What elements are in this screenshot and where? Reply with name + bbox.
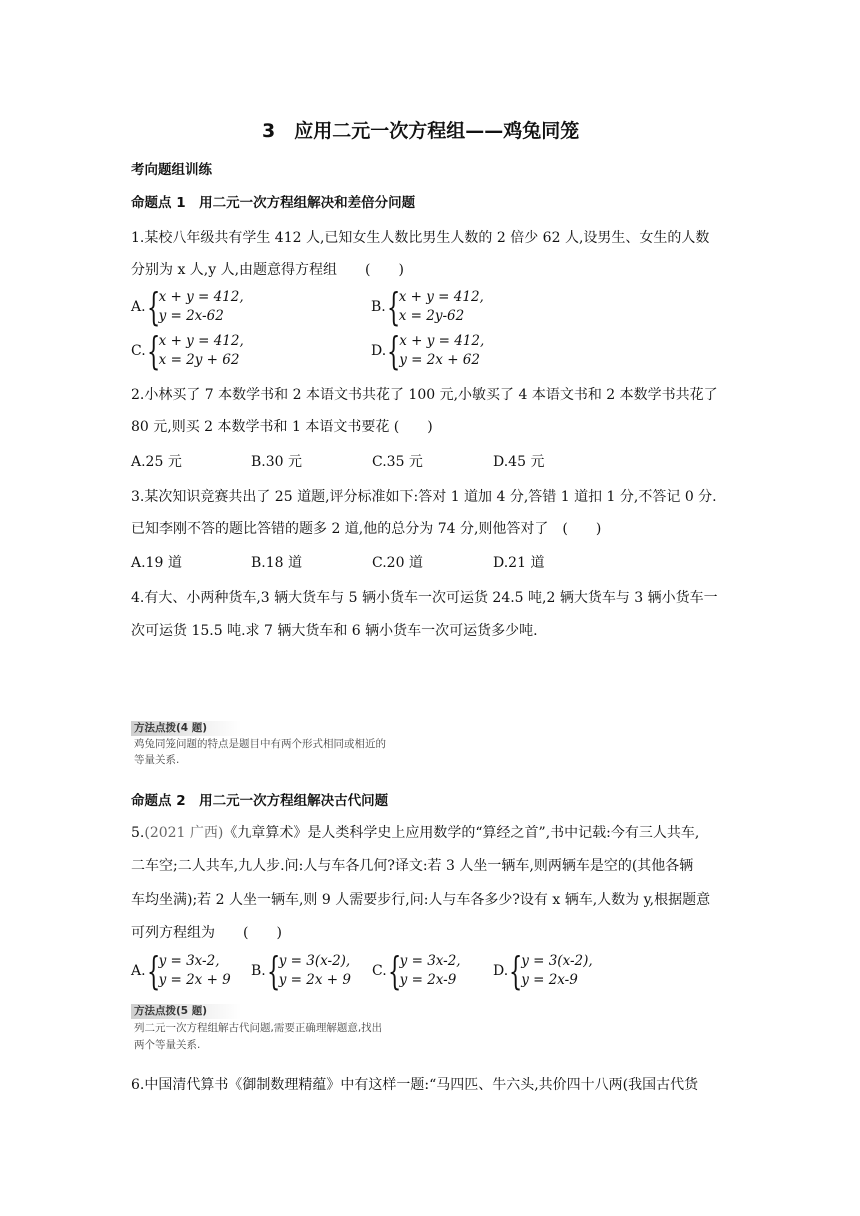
option-label: B. [251, 963, 266, 979]
q1-option-c [131, 329, 244, 373]
question-3-line-2: 已知李刚不答的题比答错的题多 2 道,他的总分为 74 分,则他答对了 ( ) [131, 521, 602, 537]
q2-option-d: D.45 元 [493, 454, 545, 470]
q3-option-c: C.20 道 [372, 555, 423, 571]
question-source: (2021 广西) [144, 825, 224, 841]
tip-text: 鸡兔同笼问题的特点是题目中有两个形式相同或相近的 [134, 738, 386, 750]
question-1-line-2: 分别为 x 人,y 人,由题意得方程组 ( ) [131, 262, 404, 278]
q1-option-b [371, 285, 484, 329]
brace-icon: { [146, 949, 160, 993]
tip-title: 方法点拨(4 题) [134, 722, 208, 734]
option-label: C. [131, 343, 146, 359]
equation: x + y = 412, [158, 289, 244, 305]
brace-icon: { [387, 329, 401, 373]
page-title: 3 应用二元一次方程组——鸡兔同笼 [262, 120, 580, 142]
equation: y = 3(x-2), [521, 953, 593, 969]
equation: y = 3x-2, [399, 953, 461, 969]
equation: y = 2x + 62 [399, 352, 480, 368]
tip-text: 两个等量关系. [134, 1039, 201, 1051]
equation: y = 2x + 9 [158, 972, 231, 988]
q5-option-a [131, 949, 231, 993]
equation: y = 2x-9 [399, 972, 457, 988]
question-5-line-2: 二车空;二人共车,九人步.问:人与车各几何?译文:若 3 人坐一辆车,则两辆车是空的(其他各辆 [131, 858, 694, 874]
option-label: D. [371, 343, 387, 359]
equation: x = 2y + 62 [158, 352, 240, 368]
equation: x = 2y-62 [398, 308, 465, 324]
method-tip-q4 [134, 720, 386, 768]
question-3-line-1: 3.某次知识竞赛共出了 25 道题,评分标准如下:答对 1 道加 4 分,答错 1 道扣 1 分,不答记 0 分. [131, 489, 717, 505]
question-5-line-3: 车均坐满);若 2 人坐一辆车,则 9 人需要步行,问:人与车各多少?设有 x 辆车,人数为 y,根据题意 [131, 892, 711, 908]
question-5-line-1 [131, 822, 699, 842]
q3-option-a: A.19 道 [131, 555, 182, 571]
section-heading: 考向题组训练 [131, 162, 212, 178]
q1-option-d [371, 329, 485, 373]
q3-option-d: D.21 道 [493, 555, 545, 571]
equation: x + y = 412, [398, 289, 484, 305]
equation: y = 3(x-2), [278, 953, 351, 969]
brace-icon: { [386, 285, 401, 329]
question-4-line-2: 次可运货 15.5 吨.求 7 辆大货车和 6 辆小货车一次可运货多少吨. [131, 623, 538, 639]
question-5-line-4: 可列方程组为 ( ) [131, 925, 282, 941]
option-label: C. [372, 963, 387, 979]
question-4-line-1: 4.有大、小两种货车,3 辆大货车与 5 辆小货车一次可运货 24.5 吨,2 辆大货车与 3 辆小货车一 [131, 590, 718, 606]
option-label: A. [131, 299, 146, 315]
brace-icon: { [387, 949, 401, 993]
brace-icon: { [146, 329, 160, 373]
tip-text: 等量关系. [134, 754, 180, 766]
question-text: 《九章算术》是人类科学史上应用数学的“算经之首”,书中记载:今有三人共车, [223, 825, 700, 841]
question-6-line-1: 6.中国清代算书《御制数理精蕴》中有这样一题:“马四匹、牛六头,共价四十八两(我国古代货 [131, 1077, 699, 1093]
equation: y = 2x-9 [521, 972, 578, 988]
brace-icon: { [509, 949, 523, 993]
equation: y = 2x + 9 [278, 972, 351, 988]
q1-option-a [131, 285, 244, 329]
question-2-line-1: 2.小林买了 7 本数学书和 2 本语文书共花了 100 元,小敏买了 4 本语文书和 2 本数学书共花了 [131, 387, 718, 403]
q5-option-d [493, 949, 593, 993]
q2-option-a: A.25 元 [131, 454, 182, 470]
equation: y = 2x-62 [158, 308, 224, 324]
option-label: B. [371, 299, 386, 315]
option-label: D. [493, 963, 509, 979]
q5-option-c [372, 949, 461, 993]
equation: x + y = 412, [158, 333, 244, 349]
question-2-line-2: 80 元,则买 2 本数学书和 1 本语文书要花 ( ) [131, 419, 433, 435]
option-label: A. [131, 963, 146, 979]
brace-icon: { [266, 949, 281, 993]
tip-text: 列二元一次方程组解古代问题,需要正确理解题意,找出 [134, 1022, 383, 1034]
question-1-line-1: 1.某校八年级共有学生 412 人,已知女生人数比男生人数的 2 倍少 62 人,设男生、女生的人数 [131, 230, 710, 246]
topic-heading-2: 命题点 2 用二元一次方程组解决古代问题 [131, 793, 389, 809]
q3-option-b: B.18 道 [251, 555, 303, 571]
brace-icon: { [146, 285, 160, 329]
equation: y = 3x-2, [158, 953, 220, 969]
q5-option-b [251, 949, 351, 993]
method-tip-q5 [134, 1003, 382, 1054]
q2-option-b: B.30 元 [251, 454, 303, 470]
equation: x + y = 412, [399, 333, 485, 349]
topic-heading-1: 命题点 1 用二元一次方程组解决和差倍分问题 [131, 195, 416, 211]
q2-option-c: C.35 元 [372, 454, 423, 470]
question-number: 5. [131, 825, 145, 841]
tip-title: 方法点拨(5 题) [134, 1005, 208, 1017]
